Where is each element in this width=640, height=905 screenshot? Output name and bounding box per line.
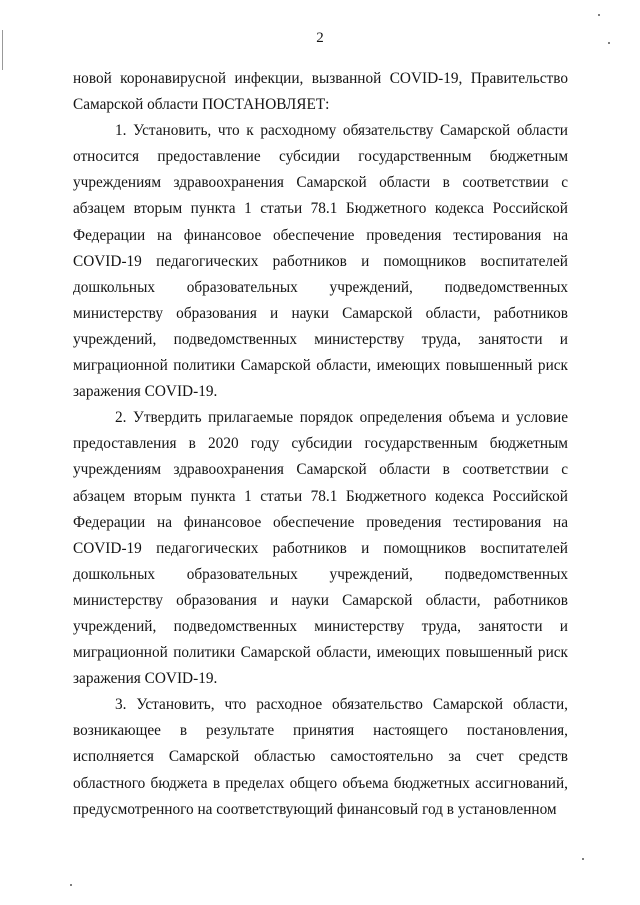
scan-speck [582,858,584,860]
paragraph-3: 3. Установить, что расходное обязательство Самарской области, возникающее в результате принятия настоящего постановления, исполняется Самарской областью самостоятельно за счет средств областного бюджета в пределах общего объема бюджетных ассигнований, предусмотренного на соответствующий финансовый год в установленном [73,696,568,818]
paragraph-1: 1. Установить, что к расходному обязательству Самарской области относится предоставление субсидии государственным бюджетным учреждениям здравоохранения Самарской области в соответствии с абзацем вторым пункта 1 статьи 78.1 Бюджетного кодекса Российской Федерации на финансовое обеспечение проведения тестирования на COVID-19 педагогических работников и помощников воспитателей дошкольных образовательных учреждений, подведомственных министерству образования и науки Самарской области, работников учреждений, подведомственных министерству труда, занятости и миграционной политики Самарской области, имеющих повышенный риск заражения COVID-19. [73,122,568,401]
scan-speck [598,14,600,16]
paragraph-intro: новой коронавирусной инфекции, вызванной COVID-19, Правительство Самарской области ПОСТАНОВЛЯЕТ: [73,70,568,114]
document-body [73,66,568,823]
paragraph-2: 2. Утвердить прилагаемые порядок определения объема и условие предоставления в 2020 году субсидии государственным бюджетным учреждениям здравоохранения Самарской области в соответствии с абзацем вторым пункта 1 статьи 78.1 Бюджетного кодекса Российской Федерации на финансовое обеспечение проведения тестирования на COVID-19 педагогических работников и помощников воспитателей дошкольных образовательных учреждений, подведомственных министерству образования и науки Самарской области, работников учреждений, подведомственных министерству труда, занятости и миграционной политики Самарской области, имеющих повышенный риск заражения COVID-19. [73,409,568,688]
scan-speck [70,884,72,886]
page-number: 2 [316,30,324,46]
scan-speck [608,42,610,44]
scan-edge [2,30,3,70]
